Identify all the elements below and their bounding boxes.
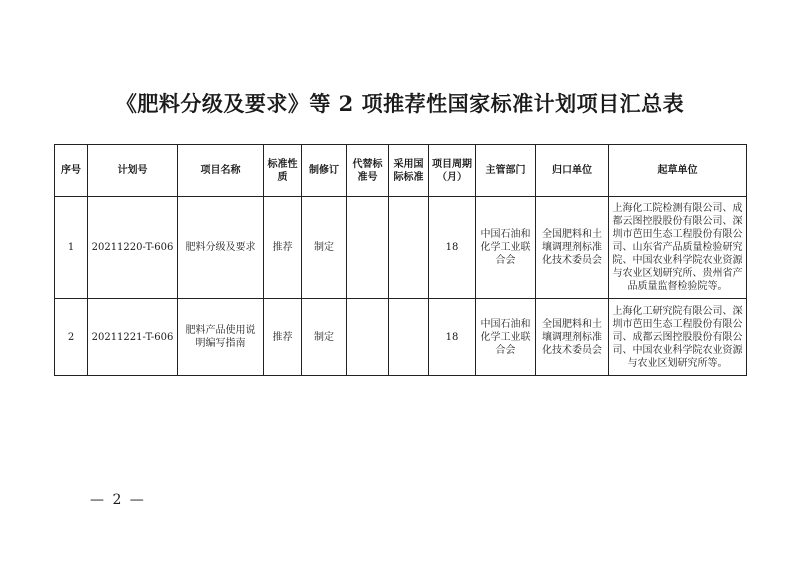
cell-intl: [389, 197, 429, 299]
cell-name: 肥料分级及要求: [178, 197, 264, 299]
col-header-replaced: 代替标准号: [347, 145, 389, 197]
cell-name: 肥料产品使用说明编写指南: [178, 299, 264, 376]
col-header-period: 项目周期（月）: [429, 145, 476, 197]
cell-period: 18: [429, 299, 476, 376]
cell-replaced: [347, 197, 389, 299]
cell-plan-no: 20211221-T-606: [88, 299, 178, 376]
cell-no: 2: [55, 299, 88, 376]
col-header-name: 项目名称: [178, 145, 264, 197]
page-number: — 2 —: [90, 492, 146, 508]
cell-drafters: 上海化工院检测有限公司、成都云图控股股份有限公司、深圳市芭田生态工程股份有限公司、山东省产品质量检验研究院、中国农业科学院农业资源与农业区划研究所、贵州省产品质量监督检验院等。: [609, 197, 747, 299]
col-header-intl: 采用国际标准: [389, 145, 429, 197]
cell-tc: 全国肥料和土壤调理剂标准化技术委员会: [536, 299, 609, 376]
cell-drafters: 上海化工研究院有限公司、深圳市芭田生态工程股份有限公司、成都云图控股股份有限公司、中国农业科学院农业资源与农业区划研究所等。: [609, 299, 747, 376]
col-header-revision: 制修订: [302, 145, 347, 197]
col-header-tc: 归口单位: [536, 145, 609, 197]
col-header-no: 序号: [55, 145, 88, 197]
cell-dept: 中国石油和化学工业联合会: [476, 197, 536, 299]
cell-intl: [389, 299, 429, 376]
page-title: 《肥料分级及要求》等 2 项推荐性国家标准计划项目汇总表: [115, 91, 685, 116]
cell-revision: 制定: [302, 299, 347, 376]
cell-nature: 推荐: [264, 197, 302, 299]
col-header-dept: 主管部门: [476, 145, 536, 197]
col-header-drafters: 起草单位: [609, 145, 747, 197]
cell-no: 1: [55, 197, 88, 299]
cell-plan-no: 20211220-T-606: [88, 197, 178, 299]
cell-replaced: [347, 299, 389, 376]
cell-nature: 推荐: [264, 299, 302, 376]
table-header-row: [55, 145, 747, 197]
col-header-plan-no: 计划号: [88, 145, 178, 197]
col-header-nature: 标准性质: [264, 145, 302, 197]
table-row: [55, 197, 747, 299]
cell-dept: 中国石油和化学工业联合会: [476, 299, 536, 376]
cell-revision: 制定: [302, 197, 347, 299]
cell-tc: 全国肥料和土壤调理剂标准化技术委员会: [536, 197, 609, 299]
table-row: [55, 299, 747, 376]
cell-period: 18: [429, 197, 476, 299]
standards-table: [54, 144, 747, 376]
